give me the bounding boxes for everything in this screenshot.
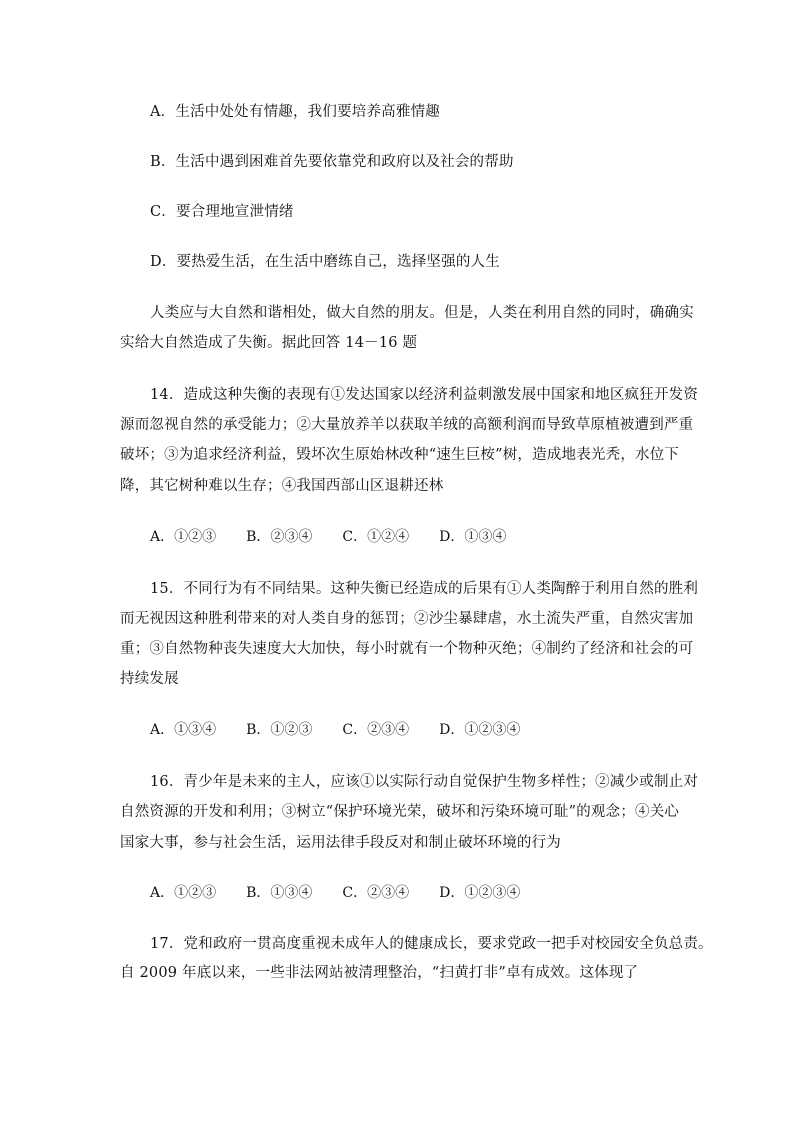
- q17-line-2: 自 2009 年底以来，一些非法网站被清理整治，“扫黄打非”卓有成效。这体现了: [120, 965, 639, 981]
- intro-line-1: 人类应与大自然和谐相处，做大自然的朋友。但是，人类在利用自然的同时，确确实: [150, 305, 694, 321]
- q16-choice-c: C．②③④: [342, 885, 410, 901]
- q15-choice-d: D．①②③④: [439, 722, 521, 738]
- q17-line-1: 17．党和政府一贯高度重视未成年人的健康成长，要求党政一把手对校园安全负总责。: [150, 936, 713, 952]
- q16-choices: [150, 884, 550, 902]
- q16-choice-a: A．①②③: [150, 885, 217, 901]
- q15-choices: [150, 721, 550, 739]
- option-d: D．要热爱生活，在生活中磨练自己，选择坚强的人生: [150, 254, 500, 270]
- q14-choice-c: C．①②④: [342, 529, 410, 545]
- q14-choices: [150, 528, 536, 546]
- q16-choice-d: D．①②③④: [439, 885, 521, 901]
- q16-line-2: 自然资源的开发和利用；③树立“保护环境光荣，破坏和污染环境可耻”的观念；④关心: [120, 804, 680, 820]
- q14-line-2: 源而忽视自然的承受能力；②大量放养羊以获取羊绒的高额利润而导致草原植被遭到严重: [120, 417, 694, 433]
- q16-line-3: 国家大事，参与社会生活，运用法律手段反对和制止破坏环境的行为: [120, 835, 561, 851]
- option-c: C．要合理地宣泄情绪: [150, 204, 294, 220]
- q16-choice-b: B．①③④: [246, 885, 313, 901]
- q14-line-1: 14．造成这种失衡的表现有①发达国家以经济利益刺激发展中国家和地区疯狂开发资: [150, 387, 699, 403]
- q14-choice-d: D．①③④: [439, 529, 507, 545]
- q14-line-3: 破坏；③为追求经济利益，毁坏次生原始林改种“速生巨桉”树，造成地表光秃，水位下: [120, 447, 680, 463]
- q15-choice-c: C．②③④: [342, 722, 410, 738]
- q14-choice-a: A．①②③: [150, 529, 217, 545]
- intro-line-2: 实给大自然造成了失衡。据此回答 14－16 题: [120, 335, 418, 351]
- q14-choice-b: B．②③④: [246, 529, 313, 545]
- q15-choice-b: B．①②③: [246, 722, 313, 738]
- q15-line-1: 15．不同行为有不同结果。这种失衡已经造成的后果有①人类陶醉于利用自然的胜利: [150, 581, 699, 597]
- q15-choice-a: A．①③④: [150, 722, 217, 738]
- option-a: A．生活中处处有情趣，我们要培养高雅情趣: [150, 104, 440, 120]
- q15-line-4: 持续发展: [120, 671, 179, 687]
- q14-line-4: 降，其它树种难以生存；④我国西部山区退耕还林: [120, 478, 444, 494]
- q15-line-2: 而无视因这种胜利带来的对人类自身的惩罚；②沙尘暴肆虐，水土流失严重，自然灾害加: [120, 611, 694, 627]
- option-b: B．生活中遇到困难首先要依靠党和政府以及社会的帮助: [150, 154, 514, 170]
- q16-line-1: 16．青少年是未来的主人，应该①以实际行动自觉保护生物多样性；②减少或制止对: [150, 774, 699, 790]
- q15-line-3: 重；③自然物种丧失速度大大加快，每小时就有一个物种灭绝；④制约了经济和社会的可: [120, 641, 694, 657]
